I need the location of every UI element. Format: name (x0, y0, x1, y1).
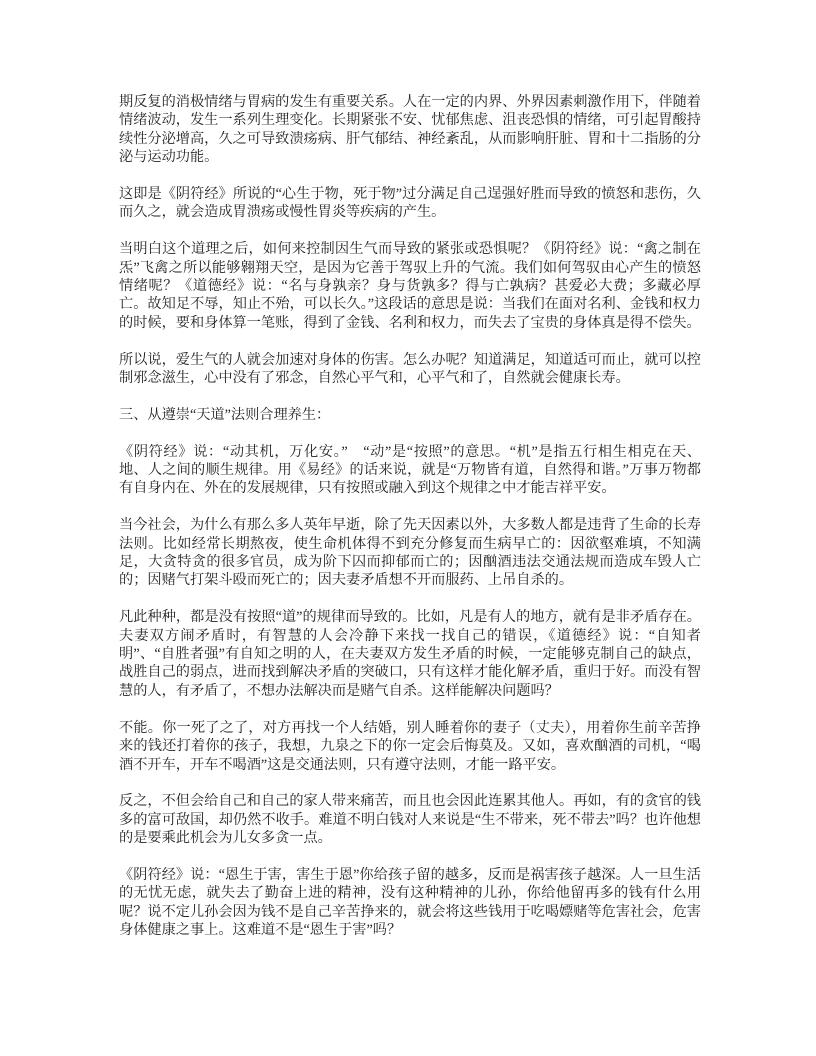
section-heading: 三、从遵崇“天道”法则合理养生： (119, 406, 331, 423)
document-text (119, 93, 701, 940)
paragraph-control-anger: 当明白这个道理之后，如何来控制因生气而导致的紧张或恐惧呢？《阴符经》说：“禽之制在炁”飞禽之所以能够翱翔天空，是因为它善于驾驭上升的气流。我们如何驾驭由心产生的愤怒情绪呢？《道德经》说：“名与身孰亲？身与货孰多？得与亡孰病？甚爱必大费；多藏必厚亡。故知足不辱，知止不殆，可以长久。”这段话的意思是说：当我们在面对名利、金钱和权力的时候，要和身体算一笔账，得到了金钱、名利和权力，而失去了宝贵的身体真是得不偿失。 (119, 241, 701, 331)
paragraph-corrupt-officials: 反之，不但会给自己和自己的家人带来痛苦，而且也会因此连累其他人。再如，有的贪官的钱多的富可敌国，却仍然不收手。难道不明白钱对人来说是“生不带来，死不带去”吗？也许他想的是要乘此机会为儿女多贪一点。 (119, 793, 701, 847)
paragraph-yinfujing-heart: 这即是《阴符经》所说的“心生于物，死于物”过分满足自己逞强好胜而导致的愤怒和悲伤，久而久之，就会造成胃溃疡或慢性胃炎等疾病的产生。 (119, 186, 701, 221)
paragraph-ensheng-yuhai: 《阴符经》说：“恩生于害，害生于恩”你给孩子留的越多，反而是祸害孩子越深。人一旦生活的无忧无虑，就失去了勤奋上进的精神，没有这种精神的儿孙，你给他留再多的钱有什么用呢？说不定儿孙会因为钱不是自己辛苦挣来的，就会将这些钱用于吃喝嫖赌等危害社会，危害身体健康之事上。这难道不是“恩生于害”吗？ (119, 866, 701, 939)
paragraph-dao-rules: 凡此种种，都是没有按照“道”的规律而导致的。比如，凡是有人的地方，就有是非矛盾存在。夫妻双方闹矛盾时，有智慧的人会冷静下来找一找自己的错误，《道德经》说：“自知者明”、“自胜者强”有自知之明的人，在夫妻双方发生矛盾的时候，一定能够克制自己的缺点，战胜自己的弱点，进而找到解决矛盾的突破口，只有这样才能化解矛盾，重归于好。而没有智慧的人，有矛盾了，不想办法解决而是赌气自杀。这样能解决问题吗？ (119, 609, 701, 699)
paragraph-dongqiji: 《阴符经》说：“动其机，万化安。” “动”是“按照”的意思。“机”是指五行相生相克在天、地、人之间的顺生规律。用《易经》的话来说，就是“万物皆有道，自然得和谐。”万事万物都有自身内在、外在的发展规律，只有按照或融入到这个规律之中才能吉祥平安。 (119, 443, 701, 497)
paragraph-contentment: 所以说，爱生气的人就会加速对身体的伤害。怎么办呢？知道满足，知道适可而止，就可以控制邪念滋生，心中没有了邪念，自然心平气和，心平气和了，自然就会健康长寿。 (119, 351, 701, 387)
paragraph-cannot-solve: 不能。你一死了之了，对方再找一个人结婚，别人睡着你的妻子（丈夫），用着你生前辛苦挣来的钱还打着你的孩子，我想，九泉之下的你一定会后悔莫及。又如，喜欢酗酒的司机，“喝酒不开车，开车不喝酒”这是交通法则，只有遵守法则，才能一路平安。 (119, 719, 701, 773)
paragraph-stomach-emotions: 期反复的消极情绪与胃病的发生有重要关系。人在一定的内界、外界因素刺激作用下，伴随着情绪波动，发生一系列生理变化。长期紧张不安、忧郁焦虑、沮丧恐惧的情绪，可引起胃酸持续性分泌增高，久之可导致溃疡病、肝气郁结、神经紊乱，从而影响肝脏、胃和十二指肠的分泌与运动功能。 (119, 94, 701, 166)
paragraph-early-death: 当今社会，为什么有那么多人英年早逝，除了先天因素以外，大多数人都是违背了生命的长寿法则。比如经常长期熬夜，使生命机体得不到充分修复而生病早亡的：因欲壑难填，不知满足，大贪特贪的很多官员，成为阶下囚而抑郁而亡的；因酗酒违法交通法规而造成车毁人亡的；因赌气打架斗殴而死亡的；因夫妻矛盾想不开而服药、上吊自杀的。 (119, 517, 701, 589)
